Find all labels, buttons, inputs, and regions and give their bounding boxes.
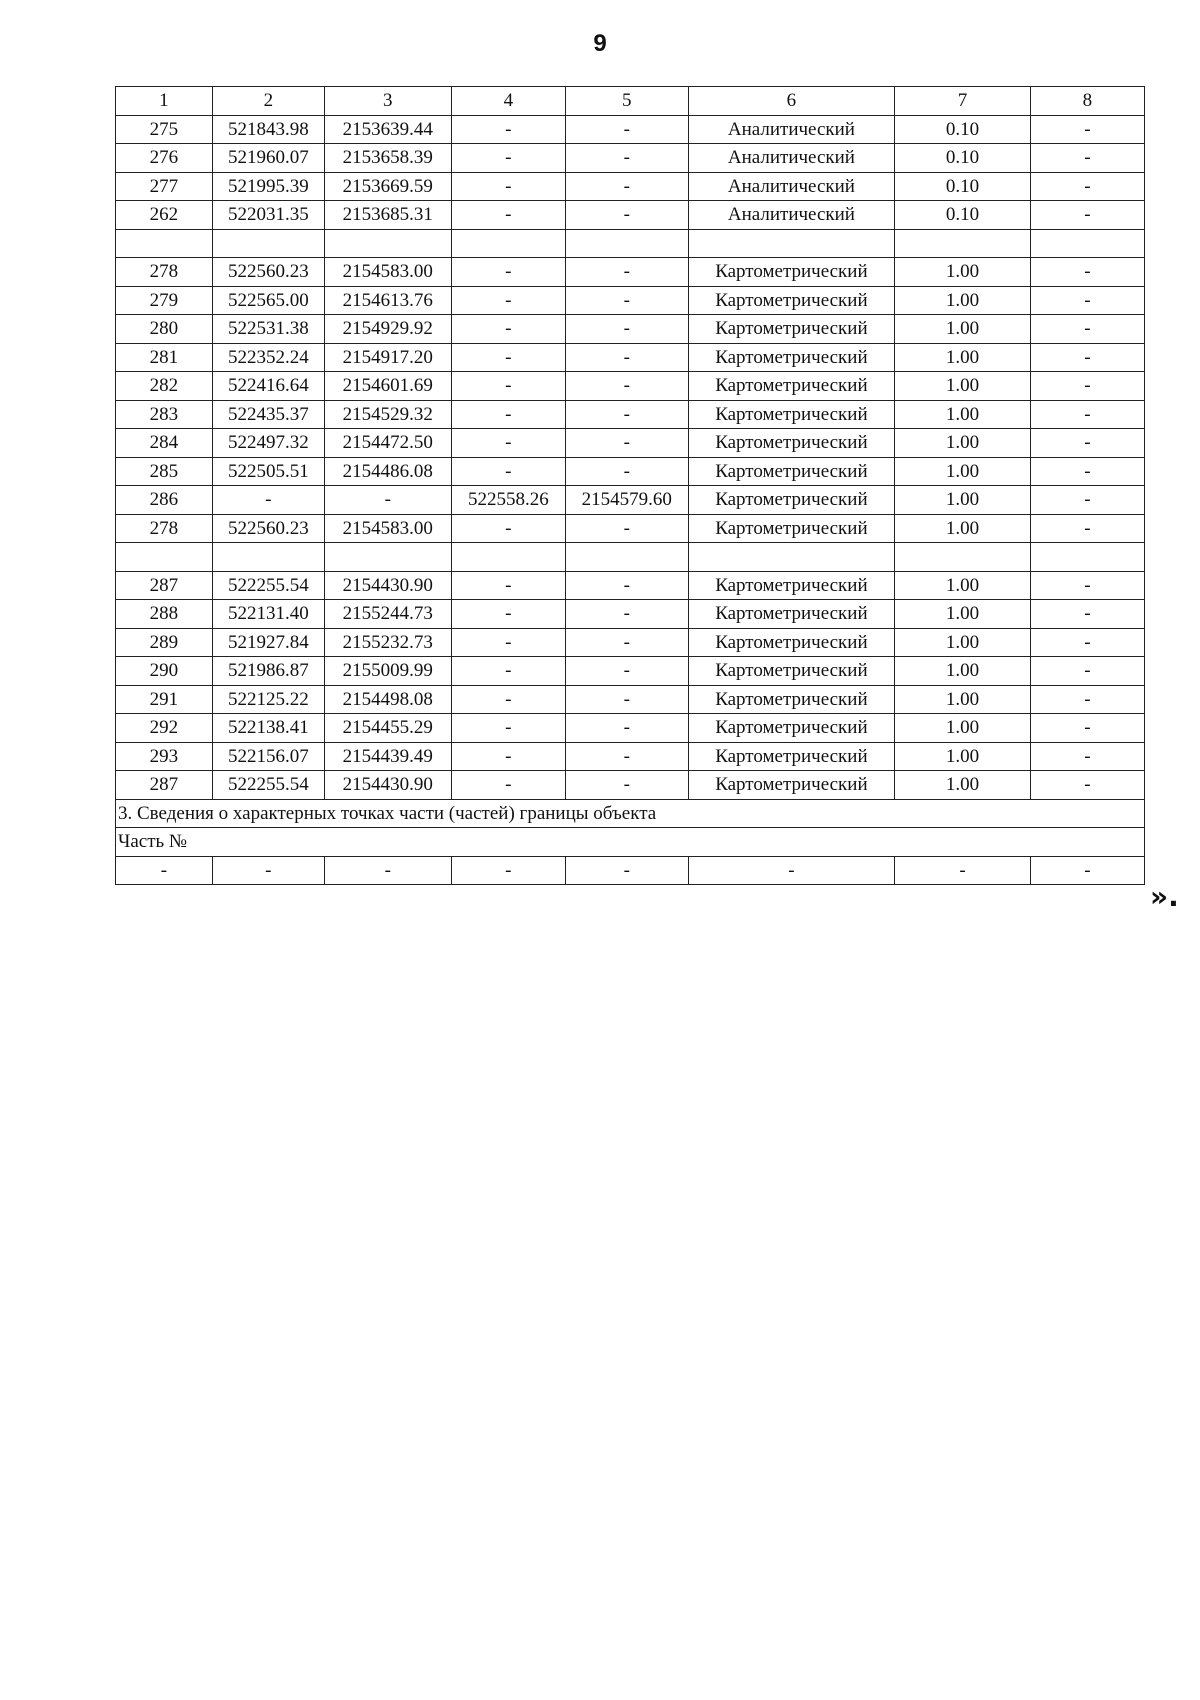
table-cell-col-8: - xyxy=(1030,115,1144,144)
table-cell-col-4: - xyxy=(451,315,565,344)
table-cell-col-3: 2154472.50 xyxy=(324,429,451,458)
table-cell-col-8: - xyxy=(1030,714,1144,743)
table-cell-col-7: 1.00 xyxy=(895,685,1031,714)
table-empty-part-row xyxy=(116,856,1145,885)
table-cell-col-2: 522352.24 xyxy=(212,343,324,372)
table-cell-col-2: 522138.41 xyxy=(212,714,324,743)
table-cell-col-2: 522560.23 xyxy=(212,514,324,543)
table-cell-col-5: - xyxy=(565,714,688,743)
table-cell-col-6: Картометрический xyxy=(688,771,895,800)
table-cell-col-2: 522416.64 xyxy=(212,372,324,401)
table-cell-col-1: 290 xyxy=(116,657,213,686)
table-cell-col-2: 521843.98 xyxy=(212,115,324,144)
table-cell-col-6: - xyxy=(688,856,895,885)
table-row xyxy=(116,657,1145,686)
table-row xyxy=(116,685,1145,714)
table-cell-col-4: 4 xyxy=(451,87,565,116)
table-cell-col-3: 2154486.08 xyxy=(324,457,451,486)
table-row xyxy=(116,514,1145,543)
table-cell-col-4: - xyxy=(451,457,565,486)
table-cell-col-4: - xyxy=(451,343,565,372)
table-row xyxy=(116,714,1145,743)
table-cell-col-5: - xyxy=(565,571,688,600)
table-cell-col-5: - xyxy=(565,429,688,458)
table-cell-col-8: - xyxy=(1030,514,1144,543)
table-cell-col-2: 522497.32 xyxy=(212,429,324,458)
table-cell-col-4 xyxy=(451,543,565,572)
table-cell-col-5: - xyxy=(565,514,688,543)
table-cell-col-3: 2154583.00 xyxy=(324,514,451,543)
table-row xyxy=(116,201,1145,230)
table-cell-col-1: 288 xyxy=(116,600,213,629)
table-cell-col-1 xyxy=(116,543,213,572)
table-cell-col-8: - xyxy=(1030,571,1144,600)
table-cell-col-1: 292 xyxy=(116,714,213,743)
table-cell-col-2 xyxy=(212,543,324,572)
table-cell-col-5: - xyxy=(565,144,688,173)
table-cell-col-7: 0.10 xyxy=(895,115,1031,144)
table-cell-col-8: - xyxy=(1030,172,1144,201)
table-cell-col-1: 278 xyxy=(116,514,213,543)
table-cell-col-4: - xyxy=(451,258,565,287)
table-cell-col-6: Картометрический xyxy=(688,486,895,515)
table-cell-col-7: - xyxy=(895,856,1031,885)
table-row xyxy=(116,600,1145,629)
table-cell-col-5: - xyxy=(565,685,688,714)
closing-quote: ». xyxy=(1150,880,1179,913)
table-cell-col-1: 1 xyxy=(116,87,213,116)
table-cell-col-7: 1.00 xyxy=(895,372,1031,401)
table-cell-col-4: - xyxy=(451,201,565,230)
table-cell-col-8: - xyxy=(1030,486,1144,515)
table-cell-col-6: Аналитический xyxy=(688,115,895,144)
table-cell-col-8: - xyxy=(1030,856,1144,885)
table-cell-col-2: 522255.54 xyxy=(212,771,324,800)
table-cell-col-1: 293 xyxy=(116,742,213,771)
table-row xyxy=(116,144,1145,173)
table-cell-col-2: 521927.84 xyxy=(212,628,324,657)
table-row xyxy=(116,457,1145,486)
table-cell-col-2: 521986.87 xyxy=(212,657,324,686)
table-cell-col-2: 522560.23 xyxy=(212,258,324,287)
section-title-row xyxy=(116,799,1145,828)
table-cell-col-1: 262 xyxy=(116,201,213,230)
table-cell-col-1: 285 xyxy=(116,457,213,486)
table-cell-col-6: Картометрический xyxy=(688,628,895,657)
table-cell-col-7: 1.00 xyxy=(895,514,1031,543)
table-cell-col-3: 2155232.73 xyxy=(324,628,451,657)
table-cell-col-1: 287 xyxy=(116,571,213,600)
table-cell-col-6: Картометрический xyxy=(688,429,895,458)
table-cell-col-7: 1.00 xyxy=(895,742,1031,771)
table-cell-col-8: - xyxy=(1030,144,1144,173)
table-cell-col-3: 2154583.00 xyxy=(324,258,451,287)
table-cell-col-2: - xyxy=(212,486,324,515)
part-label-row xyxy=(116,828,1145,857)
table-cell-col-1: 282 xyxy=(116,372,213,401)
table-cell-col-8: - xyxy=(1030,429,1144,458)
table-cell-col-3: 2154529.32 xyxy=(324,400,451,429)
table-cell-col-3: 2153685.31 xyxy=(324,201,451,230)
table-cell-col-6: Картометрический xyxy=(688,343,895,372)
table-cell-col-3: 2154439.49 xyxy=(324,742,451,771)
table-cell-col-4: - xyxy=(451,286,565,315)
table-cell-col-8: - xyxy=(1030,286,1144,315)
table-cell-col-4: - xyxy=(451,657,565,686)
table-cell-col-6: Картометрический xyxy=(688,685,895,714)
table-body xyxy=(116,87,1145,885)
table-row xyxy=(116,258,1145,287)
table-cell-col-3: - xyxy=(324,486,451,515)
table-cell-col-2: 522125.22 xyxy=(212,685,324,714)
table-cell-col-4: - xyxy=(451,172,565,201)
table-cell-col-4: - xyxy=(451,372,565,401)
table-cell-col-7: 1.00 xyxy=(895,600,1031,629)
table-cell-col-8: - xyxy=(1030,771,1144,800)
table-cell-col-2: 522156.07 xyxy=(212,742,324,771)
table-cell-col-7: 1.00 xyxy=(895,343,1031,372)
table-cell-col-1: 283 xyxy=(116,400,213,429)
table-cell-col-7: 0.10 xyxy=(895,172,1031,201)
table-cell-col-3: 3 xyxy=(324,87,451,116)
table-row xyxy=(116,115,1145,144)
table-cell-col-8: - xyxy=(1030,600,1144,629)
table-cell-col-7 xyxy=(895,229,1031,258)
table-cell-col-7: 0.10 xyxy=(895,144,1031,173)
table-cell-col-6: Картометрический xyxy=(688,742,895,771)
table-cell-col-5: - xyxy=(565,628,688,657)
table-cell-col-4: - xyxy=(451,771,565,800)
table-cell-col-6 xyxy=(688,543,895,572)
table-cell-col-2: 522565.00 xyxy=(212,286,324,315)
table-cell-col-5: - xyxy=(565,286,688,315)
table-cell-col-1: 277 xyxy=(116,172,213,201)
table-cell-col-4: - xyxy=(451,571,565,600)
table-cell-col-8: - xyxy=(1030,372,1144,401)
table-cell-col-2: 522031.35 xyxy=(212,201,324,230)
table-cell-col-7: 1.00 xyxy=(895,657,1031,686)
table-cell-col-6: Аналитический xyxy=(688,144,895,173)
table-cell-col-8: - xyxy=(1030,685,1144,714)
table-cell-col-3 xyxy=(324,543,451,572)
table-cell-col-5: - xyxy=(565,172,688,201)
table-cell-col-7: 1.00 xyxy=(895,486,1031,515)
table-cell-col-3: 2154430.90 xyxy=(324,571,451,600)
table-cell-col-4: - xyxy=(451,144,565,173)
table-cell-col-6: Картометрический xyxy=(688,457,895,486)
table-row xyxy=(116,571,1145,600)
table-cell-col-3: 2154929.92 xyxy=(324,315,451,344)
table-cell-col-3: 2154613.76 xyxy=(324,286,451,315)
table-cell-col-3: 2155244.73 xyxy=(324,600,451,629)
table-cell-col-4: - xyxy=(451,400,565,429)
table-cell-col-7: 1.00 xyxy=(895,771,1031,800)
table-cell-col-4: - xyxy=(451,628,565,657)
table-cell-col-5: - xyxy=(565,600,688,629)
table-cell-col-5: - xyxy=(565,400,688,429)
table-cell-col-3 xyxy=(324,229,451,258)
table-separator-row xyxy=(116,229,1145,258)
table-cell-col-4: - xyxy=(451,429,565,458)
table-cell-col-5: - xyxy=(565,372,688,401)
table-cell-col-1: 275 xyxy=(116,115,213,144)
table-cell-col-1 xyxy=(116,229,213,258)
table-cell-col-2: 522435.37 xyxy=(212,400,324,429)
table-cell-col-4: - xyxy=(451,115,565,144)
table-row xyxy=(116,172,1145,201)
table-cell-col-2: 522505.51 xyxy=(212,457,324,486)
table-cell-col-8 xyxy=(1030,543,1144,572)
table-cell-col-5: - xyxy=(565,258,688,287)
table-cell-col-2: 522131.40 xyxy=(212,600,324,629)
table-cell-col-5: - xyxy=(565,115,688,144)
table-row xyxy=(116,628,1145,657)
table-cell-col-7: 1.00 xyxy=(895,457,1031,486)
table-cell-col-8: 8 xyxy=(1030,87,1144,116)
table-cell-col-1: 291 xyxy=(116,685,213,714)
table-cell-col-8 xyxy=(1030,229,1144,258)
table-cell-col-5: - xyxy=(565,771,688,800)
table-row xyxy=(116,343,1145,372)
table-separator-row xyxy=(116,543,1145,572)
table-row xyxy=(116,286,1145,315)
coordinates-table xyxy=(115,86,1145,885)
table-cell-col-5: 2154579.60 xyxy=(565,486,688,515)
table-cell-col-2: 521995.39 xyxy=(212,172,324,201)
table-cell-col-5 xyxy=(565,229,688,258)
table-cell-col-4: - xyxy=(451,600,565,629)
table-cell-col-3: 2154601.69 xyxy=(324,372,451,401)
table-cell-col-6: Картометрический xyxy=(688,714,895,743)
table-header-row xyxy=(116,87,1145,116)
table-cell-col-3: 2154430.90 xyxy=(324,771,451,800)
table-cell-col-5 xyxy=(565,543,688,572)
table-cell-col-1: 279 xyxy=(116,286,213,315)
table-cell-col-3: 2153639.44 xyxy=(324,115,451,144)
table-row xyxy=(116,400,1145,429)
table-cell-col-5: 5 xyxy=(565,87,688,116)
table-cell-col-1: 281 xyxy=(116,343,213,372)
table-cell-col-7: 1.00 xyxy=(895,628,1031,657)
table-cell-col-6: Картометрический xyxy=(688,372,895,401)
part-label: Часть № xyxy=(116,828,1145,857)
table-row xyxy=(116,742,1145,771)
table-cell-col-3: 2155009.99 xyxy=(324,657,451,686)
table-cell-col-5: - xyxy=(565,201,688,230)
table-cell-col-5: - xyxy=(565,457,688,486)
table-cell-col-8: - xyxy=(1030,315,1144,344)
table-cell-col-4: 522558.26 xyxy=(451,486,565,515)
table-cell-col-1: 284 xyxy=(116,429,213,458)
table-cell-col-2: 2 xyxy=(212,87,324,116)
page-number: 9 xyxy=(593,30,607,57)
table-cell-col-2: - xyxy=(212,856,324,885)
table-cell-col-8: - xyxy=(1030,258,1144,287)
table-cell-col-2: 522255.54 xyxy=(212,571,324,600)
table-cell-col-5: - xyxy=(565,657,688,686)
table-row xyxy=(116,315,1145,344)
table-cell-col-4: - xyxy=(451,714,565,743)
table-cell-col-7: 7 xyxy=(895,87,1031,116)
table-cell-col-6: Картометрический xyxy=(688,571,895,600)
table-cell-col-3: 2153669.59 xyxy=(324,172,451,201)
table-cell-col-5: - xyxy=(565,856,688,885)
table-cell-col-5: - xyxy=(565,343,688,372)
table-cell-col-3: 2153658.39 xyxy=(324,144,451,173)
table-row xyxy=(116,429,1145,458)
table-cell-col-4: - xyxy=(451,856,565,885)
table-cell-col-6: Картометрический xyxy=(688,258,895,287)
table-cell-col-1: - xyxy=(116,856,213,885)
table-cell-col-6: Картометрический xyxy=(688,286,895,315)
table-cell-col-5: - xyxy=(565,742,688,771)
table-cell-col-2: 521960.07 xyxy=(212,144,324,173)
table-cell-col-3: 2154498.08 xyxy=(324,685,451,714)
table-cell-col-6 xyxy=(688,229,895,258)
table-cell-col-7: 0.10 xyxy=(895,201,1031,230)
table-cell-col-6: Картометрический xyxy=(688,315,895,344)
table-cell-col-8: - xyxy=(1030,343,1144,372)
table-cell-col-6: 6 xyxy=(688,87,895,116)
table-cell-col-2: 522531.38 xyxy=(212,315,324,344)
table-cell-col-4: - xyxy=(451,514,565,543)
table-cell-col-3: 2154455.29 xyxy=(324,714,451,743)
table-cell-col-7: 1.00 xyxy=(895,258,1031,287)
table-cell-col-8: - xyxy=(1030,742,1144,771)
table-cell-col-8: - xyxy=(1030,657,1144,686)
table-cell-col-6: Картометрический xyxy=(688,600,895,629)
table-cell-col-3: - xyxy=(324,856,451,885)
table-cell-col-7: 1.00 xyxy=(895,714,1031,743)
table-cell-col-8: - xyxy=(1030,628,1144,657)
section-title: 3. Сведения о характерных точках части (частей) границы объекта xyxy=(116,799,1145,828)
table-cell-col-1: 289 xyxy=(116,628,213,657)
table-cell-col-8: - xyxy=(1030,400,1144,429)
table-cell-col-7: 1.00 xyxy=(895,315,1031,344)
table-cell-col-7: 1.00 xyxy=(895,286,1031,315)
table-cell-col-6: Картометрический xyxy=(688,514,895,543)
table-row xyxy=(116,372,1145,401)
table-cell-col-6: Картометрический xyxy=(688,400,895,429)
table-cell-col-6: Картометрический xyxy=(688,657,895,686)
table-row xyxy=(116,486,1145,515)
table-cell-col-1: 280 xyxy=(116,315,213,344)
table-cell-col-5: - xyxy=(565,315,688,344)
table-cell-col-1: 278 xyxy=(116,258,213,287)
table-cell-col-1: 287 xyxy=(116,771,213,800)
table-cell-col-4 xyxy=(451,229,565,258)
table-cell-col-6: Аналитический xyxy=(688,172,895,201)
table-cell-col-8: - xyxy=(1030,457,1144,486)
table-cell-col-7: 1.00 xyxy=(895,571,1031,600)
table-cell-col-7: 1.00 xyxy=(895,400,1031,429)
table-cell-col-3: 2154917.20 xyxy=(324,343,451,372)
table-cell-col-2 xyxy=(212,229,324,258)
table-cell-col-7 xyxy=(895,543,1031,572)
table-cell-col-6: Аналитический xyxy=(688,201,895,230)
table-cell-col-7: 1.00 xyxy=(895,429,1031,458)
table-cell-col-1: 286 xyxy=(116,486,213,515)
table-cell-col-8: - xyxy=(1030,201,1144,230)
table-cell-col-4: - xyxy=(451,742,565,771)
table-row xyxy=(116,771,1145,800)
table-cell-col-1: 276 xyxy=(116,144,213,173)
table-cell-col-4: - xyxy=(451,685,565,714)
